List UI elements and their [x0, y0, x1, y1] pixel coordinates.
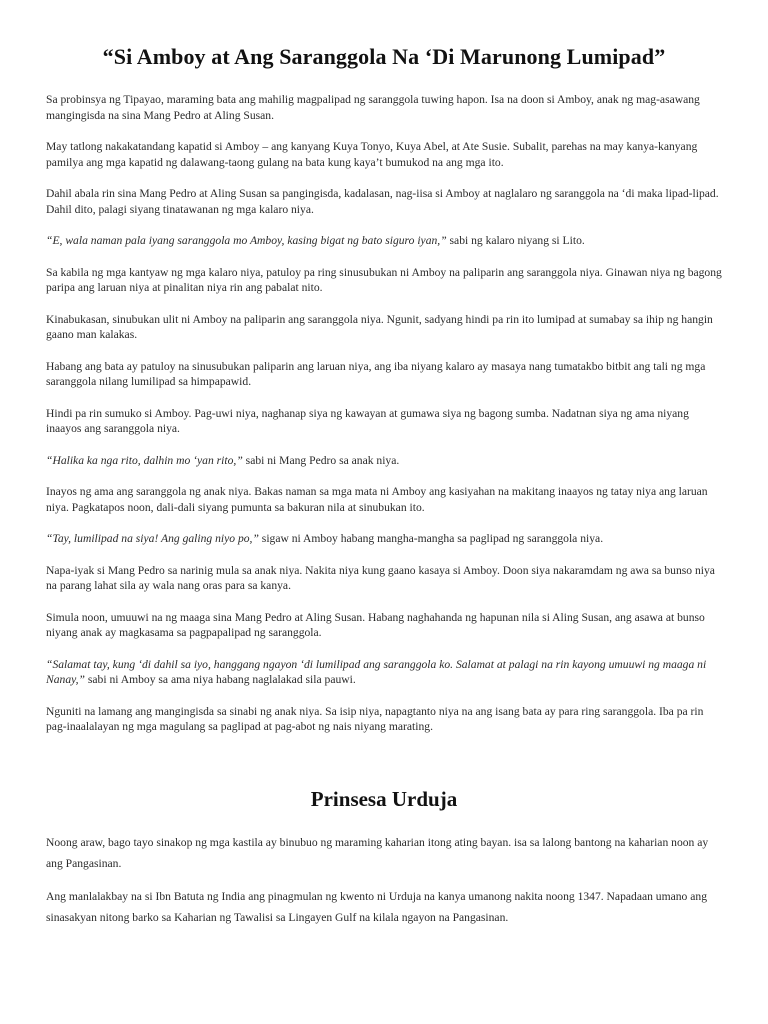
dialogue-tag: sabi ng kalaro niyang si Lito.	[446, 234, 585, 247]
dialogue-tag: sabi ni Amboy sa ama niya habang naglalakad sila pauwi.	[84, 673, 356, 686]
paragraph: Nguniti na lamang ang mangingisda sa sinabi ng anak niya. Sa isip niya, napagtanto niya na ang isang bata ay para ring saranggola. Iba pa rin pag-inaalalayan ng mga magulang sa paglipad at pag-abot ng nais niyang marating.	[46, 704, 704, 733]
dialogue-paragraph	[46, 453, 722, 469]
paragraph: Hindi pa rin sumuko si Amboy. Pag-uwi niya, naghanap siya ng kawayan at gumawa siya ng bagong sumba. Nadatnan siya ng ama niyang inaayos ang saranggola niya.	[46, 406, 689, 435]
paragraph: Noong araw, bago tayo sinakop ng mga kastila ay binubuo ng maraming kaharian itong ating bayan. isa sa lalong bantong na kaharian noon ay ang Pangasinan.	[46, 835, 709, 870]
story-title: “Si Amboy at Ang Saranggola Na ‘Di Marunong Lumipad”	[102, 44, 666, 69]
dialogue-paragraph	[46, 233, 722, 249]
paragraph: Sa probinsya ng Tipayao, maraming bata ang mahilig magpalipad ng saranggola tuwing hapon. Isa na doon si Amboy, anak ng mag-asawang mangingisda na sina Mang Pedro at Aling Susan.	[46, 93, 700, 122]
dialogue-paragraph	[46, 531, 722, 547]
dialogue-tag: sabi ni Mang Pedro sa anak niya.	[242, 453, 400, 467]
story-title: Prinsesa Urduja	[310, 786, 458, 811]
paragraph: Inayos ng ama ang saranggola ng anak niya. Bakas naman sa mga mata ni Amboy ang kasiyahan na makitang inaayos ng tatay niya ang laruan niya. Pagkatapos noon, dali-dali siyang pumunta sa bakuran nila at sinubukan ito.	[46, 485, 708, 514]
paragraph: Simula noon, umuuwi na ng maaga sina Mang Pedro at Aling Susan. Habang naghahanda ng hapunan nila si Aling Susan, ang asawa at bunso niyang anak ay magkasama sa pagpapalipad ng saranggola.	[46, 610, 705, 639]
dialogue-quote: “Halika ka nga rito, dalhin mo ‘yan rito,”	[46, 453, 243, 467]
paragraph: Napa-iyak si Mang Pedro sa narinig mula sa anak niya. Nakita niya kung gaano kasaya si Amboy. Doon siya nakaramdam ng awa sa bunso niya na parang lahat sila ay wala nang oras para sa kanya.	[46, 563, 715, 592]
story-body	[46, 92, 722, 735]
story-body	[46, 832, 722, 928]
dialogue-paragraph	[46, 657, 722, 688]
dialogue-tag: sigaw ni Amboy habang mangha-mangha sa paglipad ng saranggola niya.	[258, 532, 604, 545]
dialogue-quote: “Tay, lumilipad na siya! Ang galing niyo po,”	[46, 532, 259, 545]
paragraph: Dahil abala rin sina Mang Pedro at Aling Susan sa pangingisda, kadalasan, nag-iisa si Amboy at naglalaro ng saranggola na ‘di maka lipad-lipad. Dahil dito, palagi siyang tinatawanan ng mga kalaro niya.	[46, 187, 719, 216]
dialogue-quote: “E, wala naman pala iyang saranggola mo Amboy, kasing bigat ng bato siguro iyan,”	[46, 234, 447, 247]
paragraph: Habang ang bata ay patuloy na sinusubukan paliparin ang laruan niya, ang iba niyang kalaro ay masaya nang tumatakbo bitbit ang tali ng mga saranggola nilang lumilipad sa himpapawid.	[46, 359, 706, 388]
paragraph: Sa kabila ng mga kantyaw ng mga kalaro niya, patuloy pa ring sinusubukan ni Amboy na paliparin ang saranggola niya. Ginawan niya ng bagong paripa ang laruan niya at pinalitan niya rin ang pabalat nito.	[46, 265, 722, 294]
paragraph: May tatlong nakakatandang kapatid si Amboy – ang kanyang Kuya Tonyo, Kuya Abel, at Ate Susie. Subalit, parehas na may kanya-kanyang pamilya ang mga kapatid ng dalawang-taong gulang na bata kung kaya’t bumukod na ang mga ito.	[46, 140, 698, 169]
paragraph: Kinabukasan, sinubukan ulit ni Amboy na paliparin ang saranggola niya. Ngunit, sadyang hindi pa rin ito lumipad at sumabay sa ihip ng hangin gaano man kalakas.	[46, 312, 713, 341]
paragraph: Ang manlalakbay na si Ibn Batuta ng India ang pinagmulan ng kwento ni Urduja na kanya umanong nakita noong 1347. Napadaan umano ang sinasakyan nitong barko sa Kaharian ng Tawalisi sa Lingayen Gulf na kilala ngayon na Pangasinan.	[46, 889, 707, 924]
dialogue-quote: “Salamat tay, kung ‘di dahil sa iyo, hanggang ngayon ‘di lumilipad ang saranggola ko. Salamat at palagi na rin kayong umuuwi ng maaga ni Nanay,”	[46, 657, 707, 686]
